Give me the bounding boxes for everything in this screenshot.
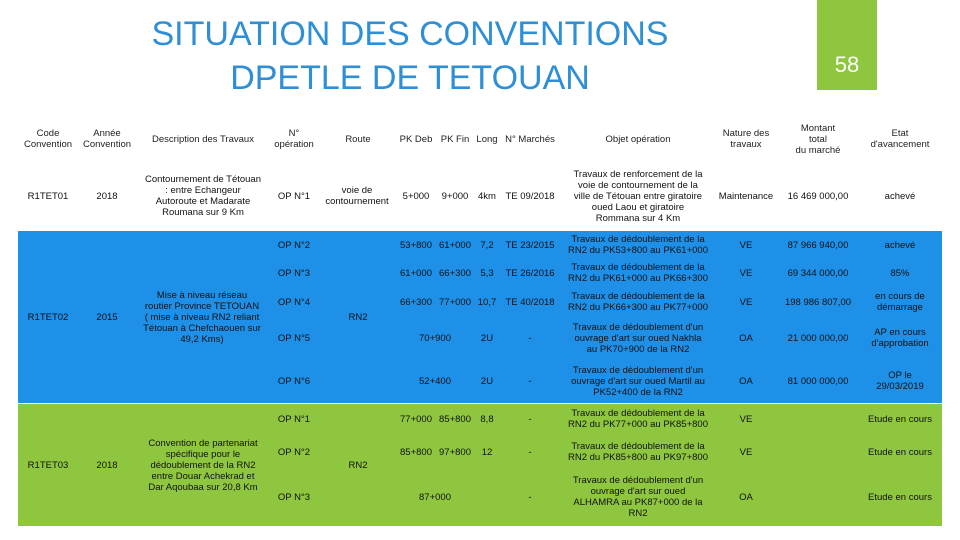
pk-deb-cell: 53+800 [400, 239, 432, 251]
long-cell [474, 470, 500, 524]
montant-cell: 198 986 807,00 [784, 296, 852, 308]
description-r1tet03: Convention de partenariat spécifique pour le dédoublement de la RN2 entre Douar Achekrad et Dar Aqoubaa sur 20,8 Km [148, 437, 258, 493]
pk-fin-cell: 97+800 [439, 446, 471, 458]
header-etat: Etat d'avancement [870, 128, 930, 150]
etat-cell: Etude en cours [868, 413, 932, 425]
marche-cell: - [528, 332, 532, 344]
code-r1tet02: R1TET02 [27, 311, 69, 323]
etat-cell: achevé [884, 190, 916, 202]
nature-cell: VE [739, 413, 753, 425]
nature-cell: VE [739, 446, 753, 458]
header-pk-deb: PK Deb [399, 133, 433, 145]
route-r1tet03: RN2 [348, 459, 368, 471]
route-r1tet02: RN2 [348, 311, 368, 323]
etat-cell: Etude en cours [868, 446, 932, 458]
objet-cell: Travaux de dédoublement d'un ouvrage d'art sur oued Martil au PK52+400 de la RN2 [571, 364, 705, 398]
header-montant: Montant total du marché [795, 122, 841, 156]
pk-deb-cell: 5+000 [402, 190, 430, 202]
title-line-2: DPETLE DE TETOUAN [230, 59, 590, 97]
header-description: Description des Travaux [152, 133, 254, 145]
marche-cell: - [528, 413, 532, 425]
page-number: 58 [834, 52, 860, 77]
pk-range-cell: 52+400 [419, 375, 451, 387]
pk-fin-cell: 77+000 [439, 296, 471, 308]
annee-r1tet02: 2015 [96, 311, 118, 323]
objet-cell: Travaux de renforcement de la voie de contournement de la ville de Tétouan entre giratoire oued Laou et giratoire Rommana sur 4 Km [573, 168, 703, 224]
long-cell: 2U [480, 332, 494, 344]
code-r1tet01: R1TET01 [27, 190, 69, 202]
operation-cell: OP N°3 [277, 491, 311, 503]
nature-cell: OA [739, 332, 753, 344]
operation-cell: OP N°3 [277, 267, 311, 279]
header-nature: Nature des travaux [722, 128, 770, 150]
page-number-badge [817, 0, 877, 90]
marche-cell: - [528, 446, 532, 458]
long-cell: 4km [478, 190, 496, 202]
pk-deb-cell: 77+000 [400, 413, 432, 425]
long-cell: 10,7 [477, 296, 497, 308]
header-route: Route [345, 133, 371, 145]
montant-cell: 16 469 000,00 [787, 190, 849, 202]
title-line-1: SITUATION DES CONVENTIONS [151, 15, 669, 53]
nature-cell: OA [739, 375, 753, 387]
long-cell: 5,3 [480, 267, 494, 279]
nature-cell: VE [739, 239, 753, 251]
etat-cell: 85% [890, 267, 910, 279]
pk-deb-cell: 61+000 [400, 267, 432, 279]
pk-range-cell: 87+000 [419, 491, 451, 503]
marche-cell: TE 23/2015 [505, 239, 555, 251]
header-marches: N° Marchés [505, 133, 555, 145]
header-code: Code Convention [23, 128, 73, 150]
long-cell: 12 [481, 446, 493, 458]
objet-cell: Travaux de dédoublement de la RN2 du PK53+800 au PK61+000 [568, 234, 708, 256]
header-annee: Année Convention [82, 128, 132, 150]
nature-cell: VE [739, 267, 753, 279]
operation-cell: OP N°1 [277, 190, 311, 202]
operation-cell: OP N°2 [277, 239, 311, 251]
etat-cell: Etude en cours [868, 491, 932, 503]
operation-cell: OP N°2 [277, 446, 311, 458]
header-objet: Objet opération [605, 133, 671, 145]
slide-title [110, 12, 710, 100]
annee-r1tet01: 2018 [96, 190, 118, 202]
objet-cell: Travaux de dédoublement d'un ouvrage d'art sur oued Nakhla au PK70+900 de la RN2 [572, 321, 704, 355]
marche-cell: - [528, 491, 532, 503]
marche-cell: TE 26/2016 [505, 267, 555, 279]
operation-cell: OP N°4 [277, 296, 311, 308]
montant-cell [778, 434, 858, 470]
objet-cell: Travaux de dédoublement d'un ouvrage d'art sur oued ALHAMRA au PK87+000 de la RN2 [572, 475, 704, 519]
marche-cell: - [528, 375, 532, 387]
route-r1tet01: voie de contournement [325, 185, 389, 207]
pk-fin-cell: 85+800 [439, 413, 471, 425]
objet-cell: Travaux de dédoublement de la RN2 du PK66+300 au PK77+000 [568, 291, 708, 313]
nature-cell: Maintenance [718, 190, 774, 202]
pk-deb-cell: 85+800 [400, 446, 432, 458]
montant-cell [778, 404, 858, 434]
montant-cell: 81 000 000,00 [787, 375, 849, 387]
annee-r1tet03: 2018 [96, 459, 118, 471]
marche-cell: TE 09/2018 [505, 190, 555, 202]
description-r1tet02: Mise à niveau réseau routier Province TETOUAN ( mise à niveau RN2 reliant Tétouan à Chefchaouen sur 49,2 Kms) [143, 289, 261, 345]
pk-deb-cell: 66+300 [400, 296, 432, 308]
montant-cell: 69 344 000,00 [787, 267, 849, 279]
long-cell: 2U [480, 375, 494, 387]
pk-range-cell: 70+900 [419, 332, 451, 344]
marche-cell: TE 40/2018 [505, 296, 555, 308]
pk-fin-cell: 9+000 [441, 190, 469, 202]
nature-cell: VE [739, 296, 753, 308]
etat-cell: en cours de démarrage [875, 291, 925, 313]
etat-cell: achevé [884, 239, 916, 251]
montant-cell: 21 000 000,00 [787, 332, 849, 344]
etat-cell: OP le 29/03/2019 [876, 370, 924, 392]
long-cell: 8,8 [480, 413, 494, 425]
long-cell: 7,2 [480, 239, 494, 251]
operation-cell: OP N°5 [277, 332, 311, 344]
header-pk-fin: PK Fin [440, 133, 470, 145]
pk-fin-cell: 66+300 [439, 267, 471, 279]
montant-cell: 87 966 940,00 [787, 239, 849, 251]
description-r1tet01: Contournement de Tétouan : entre Echangeur Autoroute et Madarate Roumana sur 9 Km [144, 174, 262, 218]
operation-cell: OP N°1 [277, 413, 311, 425]
objet-cell: Travaux de dédoublement de la RN2 du PK61+000 au PK66+300 [568, 262, 708, 284]
montant-cell [778, 470, 858, 524]
pk-fin-cell: 61+000 [439, 239, 471, 251]
operation-cell: OP N°6 [277, 375, 311, 387]
code-r1tet03: R1TET03 [27, 459, 69, 471]
header-operation: N° opération [274, 128, 314, 150]
objet-cell: Travaux de dédoublement de la RN2 du PK85+800 au PK97+800 [568, 441, 708, 463]
objet-cell: Travaux de dédoublement de la RN2 du PK77+000 au PK85+800 [568, 408, 708, 430]
header-long: Long [476, 133, 498, 145]
nature-cell: OA [739, 491, 753, 503]
etat-cell: AP en cours d'approbation [871, 327, 929, 349]
